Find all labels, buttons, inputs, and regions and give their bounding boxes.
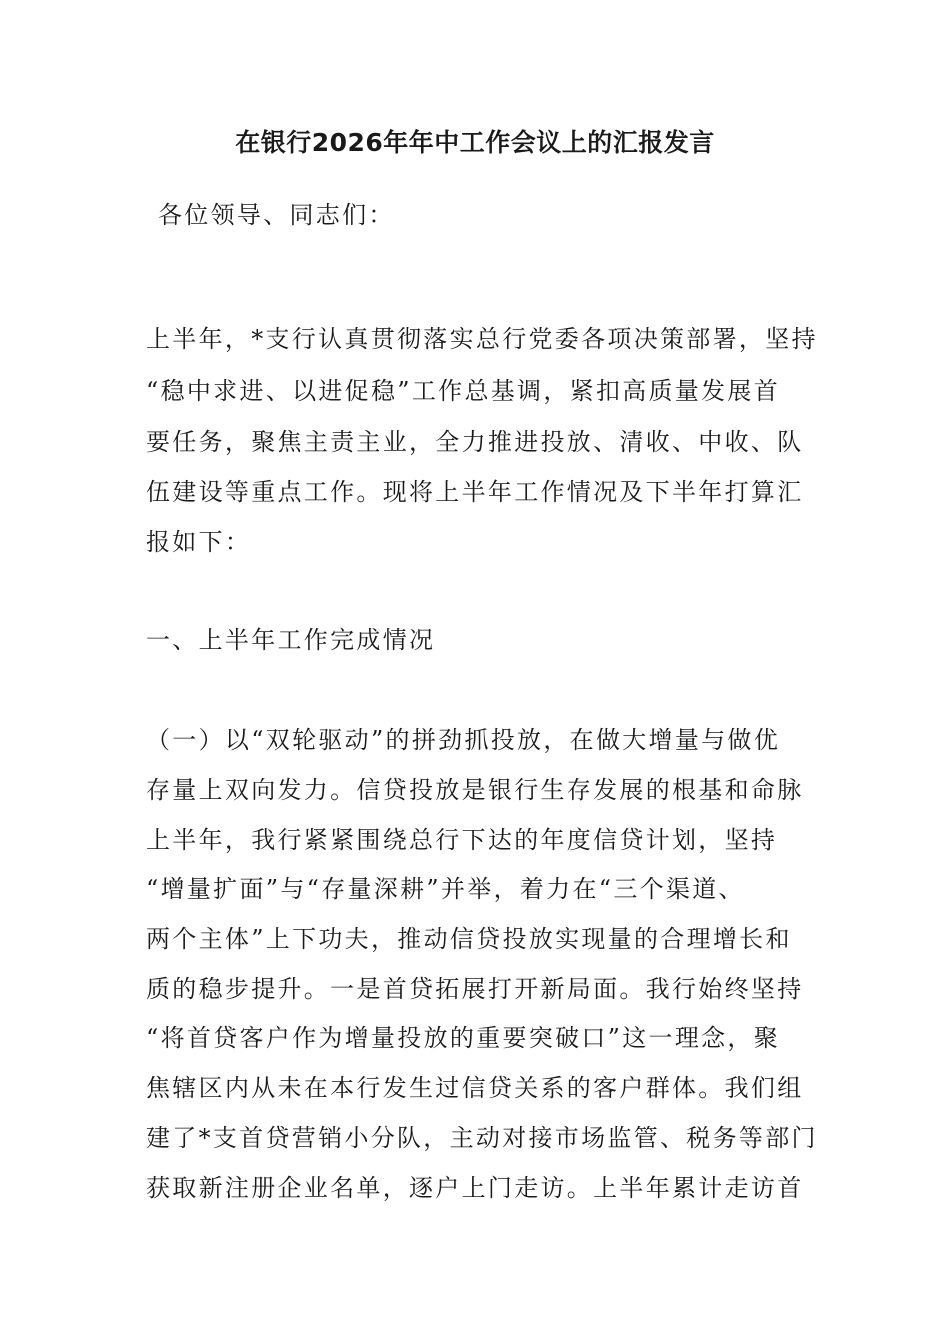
subsection-line: 质的稳步提升。一是首贷拓展打开新局面。我行始终坚持 xyxy=(146,975,804,1003)
subsection-line: “将首贷客户作为增量投放的重要突破口”这一理念，聚 xyxy=(146,1024,781,1052)
subsection-line: “增量扩面”与“存量深耕”并举，着力在“三个渠道、 xyxy=(146,875,745,903)
subsection-line: 获取新注册企业名单，逐户上门走访。上半年累计走访首 xyxy=(146,1174,804,1202)
document-title: 在银行2026年年中工作会议上的汇报发言 xyxy=(235,128,715,157)
subsection-line: 两个主体”上下功夫，推动信贷投放实现量的合理增长和 xyxy=(146,925,792,953)
section-heading: 一、上半年工作完成情况 xyxy=(146,626,436,654)
subsection-line: （一）以“双轮驱动”的拼劲抓投放，在做大增量与做优 xyxy=(146,726,781,754)
intro-line: 要任务，聚焦主责主业，全力推进投放、清收、中收、队 xyxy=(146,428,804,456)
greeting-line: 各位领导、同志们： xyxy=(158,201,395,229)
subsection-line: 上半年，我行紧紧围绕总行下达的年度信贷计划，坚持 xyxy=(146,826,778,854)
intro-line: 报如下： xyxy=(146,528,252,556)
intro-line: “稳中求进、以进促稳”工作总基调，紧扣高质量发展首 xyxy=(146,377,781,405)
subsection-line: 焦辖区内从未在本行发生过信贷关系的客户群体。我们组 xyxy=(146,1074,804,1102)
intro-line: 伍建设等重点工作。现将上半年工作情况及下半年打算汇 xyxy=(146,478,804,506)
intro-line: 上半年，*支行认真贯彻落实总行党委各项决策部署，坚持 xyxy=(146,325,818,353)
subsection-line: 存量上双向发力。信贷投放是银行生存发展的根基和命脉 xyxy=(146,776,804,804)
subsection-line: 建了*支首贷营销小分队，主动对接市场监管、税务等部门 xyxy=(146,1124,818,1152)
